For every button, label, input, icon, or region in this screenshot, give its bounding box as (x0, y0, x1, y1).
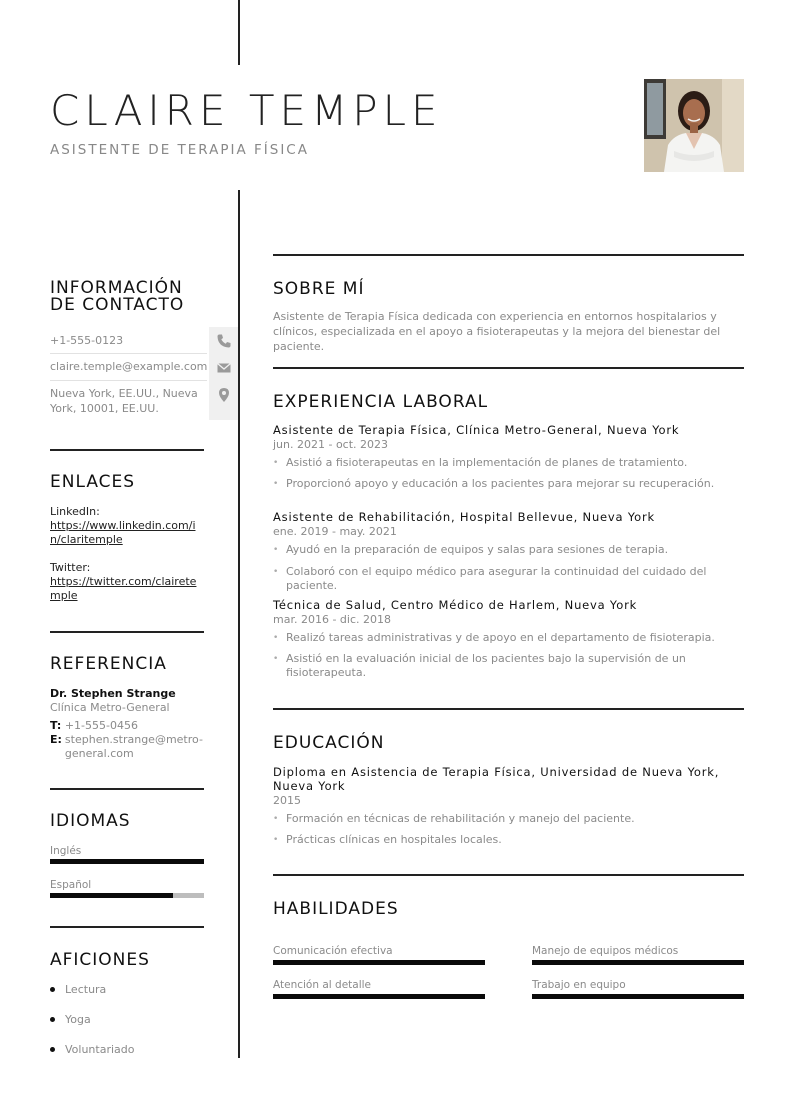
skill-name: Manejo de equipos médicos (532, 945, 679, 957)
education-bullet: • Formación en técnicas de rehabilitación y manejo del paciente. (273, 812, 748, 826)
job-dates: jun. 2021 - oct. 2023 (273, 438, 389, 451)
bullet-dot-icon (50, 987, 55, 992)
skill-level-bar (273, 960, 485, 965)
education-bullet: • Prácticas clínicas en hospitales locales. (273, 833, 748, 847)
job-title: Asistente de Terapia Física, Clínica Metro-General, Nueva York (273, 423, 680, 437)
language-level-bar (50, 859, 204, 864)
bullet-dot-icon (50, 1047, 55, 1052)
skill-level-bar (273, 994, 485, 999)
job-bullet: • Colaboró con el equipo médico para asegurar la continuidad del cuidado del paciente. (273, 565, 748, 593)
linkedin-link[interactable]: https://www.linkedin.com/in/claritemple (50, 519, 196, 546)
skill-level-bar (532, 960, 744, 965)
profile-photo (644, 79, 744, 172)
language-name: Español (50, 879, 92, 891)
skill-name: Atención al detalle (273, 979, 371, 991)
section-divider (50, 449, 204, 451)
hobby-item: Yoga (50, 1013, 91, 1026)
about-heading: SOBRE MÍ (273, 279, 365, 299)
phone-icon (216, 333, 232, 349)
skill-name: Trabajo en equipo (532, 979, 626, 991)
job-bullet: • Ayudó en la preparación de equipos y salas para sesiones de terapia. (273, 543, 748, 557)
languages-heading: IDIOMAS (50, 811, 131, 831)
skill-level-fill (273, 994, 485, 999)
language-level-fill (50, 893, 173, 898)
section-divider (273, 708, 744, 710)
linkedin-label: LinkedIn: (50, 505, 100, 518)
job-bullet: • Asistió a fisioterapeutas en la implementación de planes de tratamiento. (273, 456, 748, 470)
language-name: Inglés (50, 845, 82, 857)
contact-phone: +1-555-0123 (50, 334, 124, 347)
candidate-name: CLAIRE TEMPLE (50, 86, 443, 135)
section-divider (273, 254, 744, 256)
education-year: 2015 (273, 794, 301, 807)
reference-organization: Clínica Metro-General (50, 701, 170, 714)
job-title: Asistente de Rehabilitación, Hospital Bellevue, Nueva York (273, 510, 655, 524)
experience-heading: EXPERIENCIA LABORAL (273, 392, 489, 412)
job-dates: mar. 2016 - dic. 2018 (273, 613, 391, 626)
job-bullet: • Realizó tareas administrativas y de apoyo en el departamento de fisioterapia. (273, 631, 748, 645)
section-divider (273, 874, 744, 876)
skills-heading: HABILIDADES (273, 899, 399, 919)
skill-level-fill (532, 960, 744, 965)
contact-address: Nueva York, EE.UU., Nueva York, 10001, EE.UU. (50, 387, 198, 415)
job-dates: ene. 2019 - may. 2021 (273, 525, 397, 538)
section-divider (50, 926, 204, 928)
column-divider-line (238, 190, 240, 1058)
hobby-item: Voluntariado (50, 1043, 135, 1056)
envelope-icon (216, 360, 232, 376)
section-divider (50, 631, 204, 633)
twitter-link[interactable]: https://twitter.com/clairetemple (50, 575, 197, 602)
language-level-bar (50, 893, 204, 898)
contact-separator (50, 380, 207, 381)
contact-heading: INFORMACIÓN DE CONTACTO (50, 278, 185, 315)
hobby-item: Lectura (50, 983, 106, 996)
twitter-label: Twitter: (50, 561, 91, 574)
skill-level-fill (273, 960, 485, 965)
job-title: Técnica de Salud, Centro Médico de Harlem, Nueva York (273, 598, 638, 612)
contact-separator (50, 353, 207, 354)
job-bullet: • Proporcionó apoyo y educación a los pacientes para mejorar su recuperación. (273, 477, 748, 491)
education-degree: Diploma en Asistencia de Terapia Física, Universidad de Nueva York, Nueva York (273, 765, 720, 793)
bullet-dot-icon (50, 1017, 55, 1022)
reference-name: Dr. Stephen Strange (50, 687, 176, 700)
reference-heading: REFERENCIA (50, 654, 167, 674)
job-bullet: • Asistió en la evaluación inicial de los pacientes bajo la supervisión de un fisioterapeuta. (273, 652, 693, 680)
about-text: Asistente de Terapia Física dedicada con experiencia en entornos hospitalarios y clínicos, especializada en el apoyo a fisioterapeutas y la mejora del bienestar del paciente. (273, 310, 721, 353)
location-pin-icon (216, 387, 232, 403)
candidate-title: ASISTENTE DE TERAPIA FÍSICA (50, 142, 309, 158)
reference-email: E: stephen.strange@metro-general.com (50, 733, 203, 760)
reference-phone: T: +1-555-0456 (50, 719, 138, 732)
section-divider (273, 367, 744, 369)
language-level-fill (50, 859, 204, 864)
links-heading: ENLACES (50, 472, 136, 492)
section-divider (50, 788, 204, 790)
education-heading: EDUCACIÓN (273, 733, 385, 753)
hobbies-heading: AFICIONES (50, 950, 150, 970)
skill-level-fill (532, 994, 744, 999)
skill-level-bar (532, 994, 744, 999)
top-divider-line (238, 0, 240, 65)
contact-email: claire.temple@example.com (50, 360, 208, 373)
skill-name: Comunicación efectiva (273, 945, 393, 957)
